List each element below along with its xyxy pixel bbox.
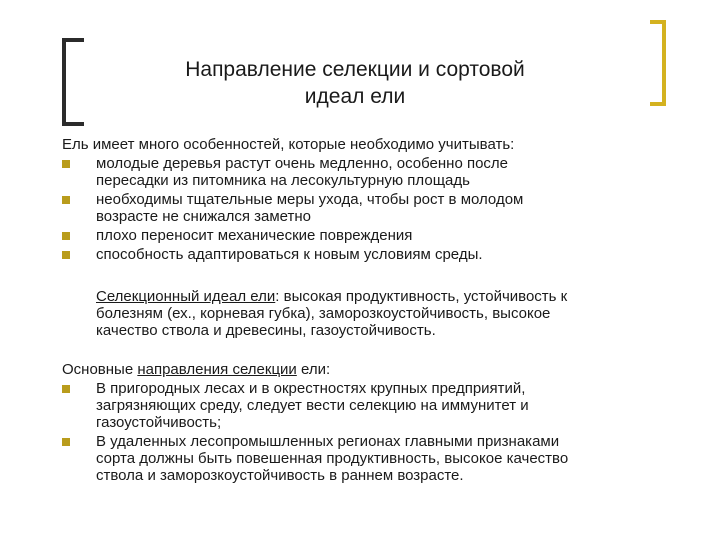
feature-line: возрасте не снижался заметно [96, 208, 311, 225]
square-bullet-icon [62, 385, 70, 393]
direction-item [62, 380, 672, 431]
slide-body [62, 136, 672, 484]
left-bracket-decoration [62, 38, 84, 126]
square-bullet-icon [62, 232, 70, 240]
directions-prefix: Основные [62, 361, 138, 378]
square-bullet-icon [62, 160, 70, 168]
feature-line: необходимы тщательные меры ухода, чтобы рост в молодом [96, 191, 524, 208]
directions-term: направления селекции [137, 361, 297, 378]
breeding-ideal-text: : высокая продуктивность, устойчивость к [275, 288, 568, 305]
feature-item [62, 155, 672, 189]
feature-item [62, 227, 672, 244]
direction-line: загрязняющих среду, следует вести селекцию на иммунитет и [96, 397, 529, 414]
direction-line: газоустойчивость; [96, 414, 222, 431]
intro-text: Ель имеет много особенностей, которые необходимо учитывать: [62, 136, 515, 153]
direction-line: ствола и заморозкоустойчивость в раннем возрасте. [96, 467, 464, 484]
directions-suffix: ели: [296, 361, 331, 378]
square-bullet-icon [62, 438, 70, 446]
title-line-1: Направление селекции и сортовой [185, 58, 525, 81]
direction-line: В пригородных лесах и в окрестностях крупных предприятий, [96, 380, 526, 397]
feature-line: пересадки из питомника на лесокультурную площадь [96, 172, 470, 189]
direction-line: В удаленных лесопромышленных регионах главными признаками [96, 433, 560, 450]
feature-line: молодые деревья растут очень медленно, особенно после [96, 155, 509, 172]
breeding-ideal-term: Селекционный идеал ели [96, 288, 276, 305]
breeding-ideal-paragraph [62, 288, 672, 339]
title-line-2: идеал ели [304, 85, 406, 108]
directions-heading [62, 361, 672, 378]
feature-item [62, 191, 672, 225]
slide-title [120, 56, 590, 110]
square-bullet-icon [62, 251, 70, 259]
square-bullet-icon [62, 196, 70, 204]
feature-item [62, 246, 672, 263]
feature-line: плохо переносит механические повреждения [96, 227, 413, 244]
breeding-ideal-line: качество ствола и древесины, газоустойчивость. [96, 322, 436, 339]
breeding-ideal-line: болезням (ех., корневая губка), заморозкоустойчивость, высокое [96, 305, 551, 322]
direction-item [62, 433, 672, 484]
direction-line: сорта должны быть повешенная продуктивность, высокое качество [96, 450, 569, 467]
feature-line: способность адаптироваться к новым условиям среды. [96, 246, 483, 263]
right-bracket-decoration [650, 20, 666, 106]
